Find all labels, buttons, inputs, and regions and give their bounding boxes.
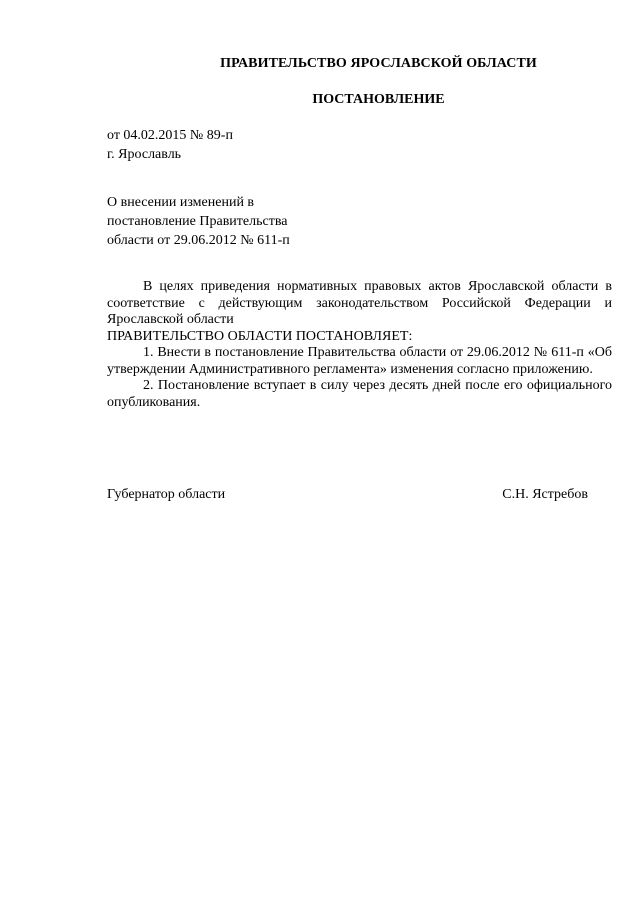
subject-line: постановление Правительства [107,214,288,229]
city: г. Ярославль [107,147,182,162]
signatory-position: Губернатор области [107,487,226,502]
document-meta [107,126,233,164]
subject-line: области от 29.06.2012 № 611-п [107,233,290,248]
subject-line: О внесении изменений в [107,195,255,210]
signature-block [107,487,588,503]
item-2-paragraph: 2. Постановление вступает в силу через десять дней после его официального опубликования. [107,378,612,410]
document-body [107,279,612,411]
signatory-name: С.Н. Ястребов [502,487,588,502]
decree-statement: ПРАВИТЕЛЬСТВО ОБЛАСТИ ПОСТАНОВЛЯЕТ: [107,328,413,344]
document-type-title: ПОСТАНОВЛЕНИЕ [312,92,445,107]
preamble-paragraph: В целях приведения нормативных правовых актов Ярославской области в соответствие с действующим законодательством Российской Федерации и Ярославской области [107,279,612,327]
organization-title: ПРАВИТЕЛЬСТВО ЯРОСЛАВСКОЙ ОБЛАСТИ [220,56,537,71]
date-number: от 04.02.2015 № 89-п [107,128,233,143]
item-1-paragraph: 1. Внести в постановление Правительства области от 29.06.2012 № 611-п «Об утверждении Административного регламента» изменения согласно приложению. [107,345,612,377]
document-subject [107,193,290,250]
